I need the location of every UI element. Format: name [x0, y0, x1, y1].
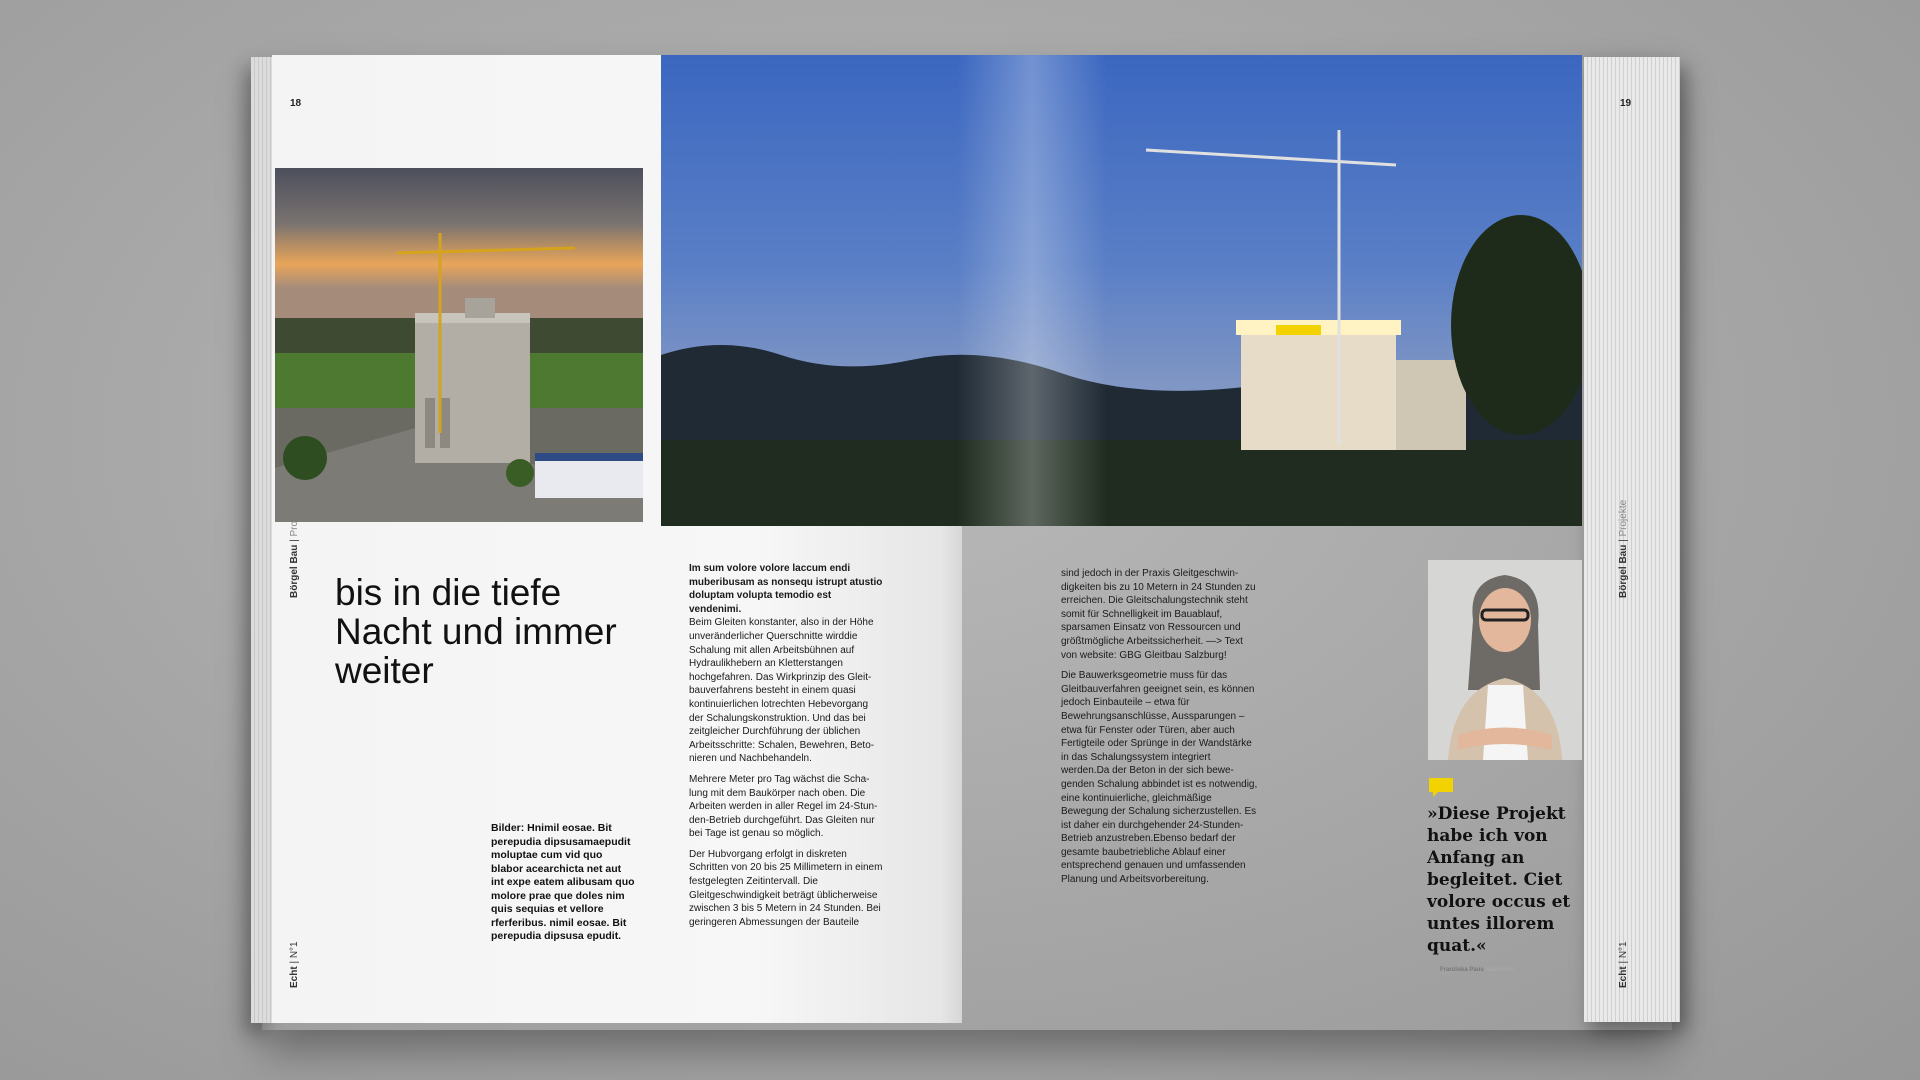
photo-caption: Bilder: Hnimil eosae. Bit perepudia dipsusamaepudit moluptae cum vid quo blabor acearchicta net aut int expe eatem alibusam quo molore prae que doles nim quis sequias et vellore rferferibus. nimil eosae. Bit perepudia dipsusa epudit. [491, 822, 635, 942]
tower-sunset-photo [275, 168, 643, 522]
pull-quote: »Diese Projekt habe ich von Anfang an begleitet. Ciet volore occus et untes illorem quat.« [1427, 804, 1571, 956]
quote-accent [1429, 778, 1453, 792]
right-footer-label: Echt | N°1 [1618, 941, 1629, 988]
footer-label-issue: N°1 [1618, 941, 1629, 959]
left-footer-label: Echt | N°1 [289, 941, 300, 988]
article-paragraph: Die Bauwerksgeometrie muss für das Gleitbauverfahren geeignet sein, es können jedoch Einbauteile – etwa für Bewehrungsanschlüsse, Aussparungen – etwa für Fenster oder Türen, aber auch Fertigteile oder Sprünge in der Wandstärke in das Schalungssystem integriert werden.Da der Beton in der sich bewegenden Schalung abbindet ist es notwendig, eine kontinuierliche, gleichmäßige Bewegung der Schalung sicherzustellen. Es ist daher ein durchgehender 24-Stunden-Betrieb anzustreben.Ebenso bedarf der gesamte baubetriebliche Ablauf einer entsprechend genauen und umfassenden Planung und Arbeitsvorbereitung. [1061, 670, 1258, 886]
side-label-section: Projekte [1618, 499, 1629, 537]
article-column-2 [1061, 567, 1261, 894]
footer-label-brand: Echt [289, 966, 300, 988]
night-construction-photo [661, 55, 1582, 526]
footer-label-issue: N°1 [289, 941, 300, 959]
quote-credit [1440, 967, 1514, 973]
article-column-1 [689, 562, 884, 936]
article-paragraph: Mehrere Meter pro Tag wächst die Schalung mit dem Baukörper nach oben. Die Arbeiten werden in aller Regel im 24-Stunden-Betrieb durchgeführt. Das Gleiten nur bei Tage ist genau so möglich. [689, 773, 878, 840]
right-page-edges [1584, 57, 1680, 1022]
footer-label-brand: Echt [1618, 966, 1629, 988]
side-label-brand: Börgel Bau [289, 544, 300, 598]
left-page-edges [251, 57, 273, 1023]
side-label-brand: Börgel Bau [1618, 544, 1629, 598]
right-side-label: Börgel Bau | Projekte [1618, 499, 1629, 598]
article-paragraph: Beim Gleiten konstanter, also in der Höhe unveränderlicher Querschnitte wirddie Schalung mit allen Arbeitsbühnen auf Hydraulikhebern an Kletterstangen hochgefahren. Das Wirkprinzip des Gleitbauverfahrens besteht in einem quasi kontinuierlichen lotrechten Hebevorgang der Schalungskonstruktion. Und das bei zeitgleicher Durchführung der üblichen Arbeitsschritte: Schalen, Bewehren, Betonieren und Nachbehandeln. [689, 617, 875, 765]
left-page-number: 18 [290, 98, 302, 109]
portrait-photo [1428, 560, 1582, 760]
article-paragraph: Der Hubvorgang erfolgt in diskreten Schritten von 20 bis 25 Millimetern in einem festgelegten Zeitintervall. Die Gleitgeschwindigkeit beträgt üblicherweise zwischen 3 bis 5 Metern in 24 Stunden. Bei geringeren Abmessungen der Bauteile [689, 848, 883, 928]
quote-author: Franziska Paus [1440, 967, 1484, 973]
right-page-number: 19 [1620, 98, 1632, 109]
left-side-label: Börgel Bau | [289, 500, 300, 598]
article-paragraph: sind jedoch in der Praxis Gleitgeschwindigkeiten bis zu 10 Metern in 24 Stunden zu erreichen. Die Gleitschalungstechnik steht somit für Schnelligkeit im Bauablauf, sparsamen Einsatz von Ressourcen und größtmögliche Arbeitssicherheit. —> Text von website: GBG Gleitbau Salzburg! [1061, 568, 1256, 661]
article-headline: bis in die tiefe Nacht und immer weiter [335, 572, 617, 691]
quote-role: Bauleiterin [1485, 967, 1514, 973]
article-lead: Im sum volore volore laccum endi muberibusam as nonsequ istrupt atustio doluptam volupta temodio est vendenimi. [689, 563, 883, 615]
